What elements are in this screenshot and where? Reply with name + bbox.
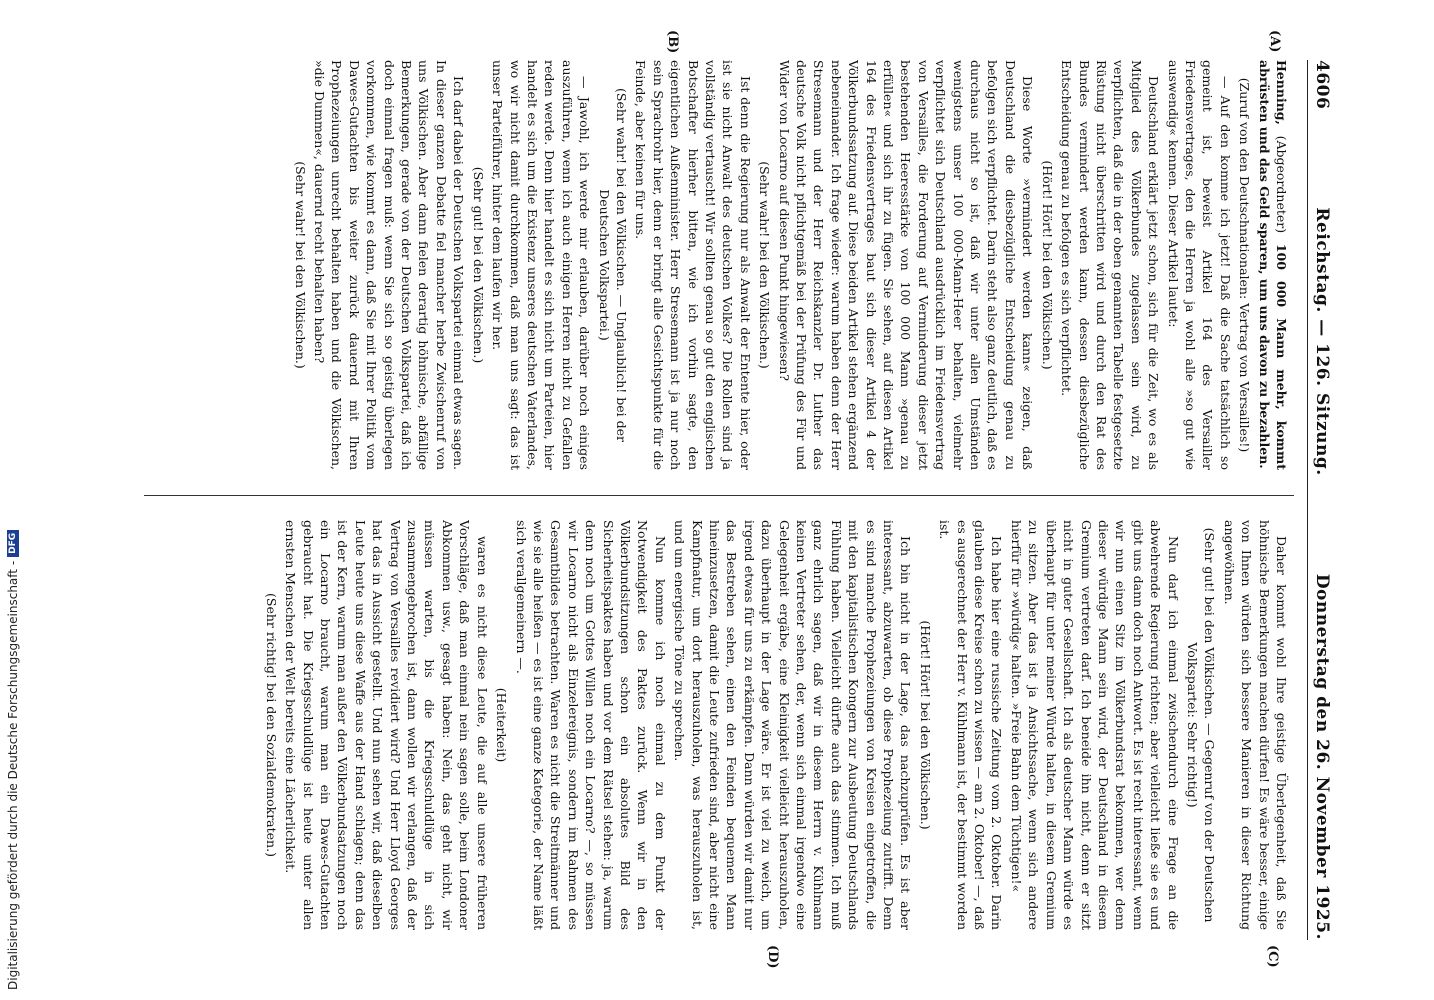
session-date: Donnerstag den 26. November 1925. xyxy=(1312,573,1332,940)
speech-paragraph: Ist denn die Regierung nur als Anwalt der Entente hier, oder ist sie nicht Anwalt des deutschen Volkes? Die Rollen sind ja vollständig vertauscht! Wir sollten genau so gut den englischen Botschafter hierher bitten, wie ich vorhin sagte, den eigentlichen Außenminister. Herr Stresemann ist ja nur noch sein Sprachrohr hier, denn er bringt alle Gesichtspunkte für die Feinde, aber keinen für uns. xyxy=(633,60,753,470)
right-column xyxy=(150,520,1290,930)
interjection: (Sehr wahr! bei den Völkischen. — Unglaublich! bei der Deutschen Volkspartei.) xyxy=(596,88,629,442)
column-divider xyxy=(144,495,1294,496)
speech-paragraph: Nun komme ich noch einmal zu dem Punkt der Notwendigkeit des Paktes zurück. Wenn wir in den Völkerbundsitzungen schon ein absolutes Bild des Sicherheitspaktes haben und vor dem Rätsel stehen: ja, warum denn noch um Gottes Willen noch ein Locarno? —, so müssen wir Locarno nicht als Einzelereignis, sondern im Rahmen des Gesamtbildes betrachten. Waren es nicht die Streitmänner und wie sie alle heißen — es ist eine ganze Kategorie, der Name läßt sich verallgemeinern —. xyxy=(513,520,668,930)
speech-paragraph: Daher kommt wohl Ihre geistige Überlegenheit, daß Sie höhnische Bemerkungen machen dürfen! Es wäre besser, einige von Ihnen würden sich bessere Manieren in dieser Richtung angewöhnen. xyxy=(1221,520,1289,930)
interjection: (Sehr gut! bei den Völkischen. — Gegenruf von der Deutschen Volkspartei: Sehr richtig!) xyxy=(1184,527,1218,923)
speech-paragraph: Henning, (Abgeordneter) 100 000 Mann mehr, kommt abrüsten und das Geld sparen, um uns davon zu bezahlen. xyxy=(1256,60,1289,470)
speaker-role: Abgeordneter xyxy=(1274,140,1289,229)
interjection: (Sehr wahr! bei den Völkischen.) xyxy=(292,161,308,369)
quoted-article: Deutschland erklärt jetzt schon, sich für die Zeit, wo es als Mitglied des Völkerbundes zugelassen sein wird, zu verpflichten, daß die in der oben genannten Tabelle festgesetzte Rüstung nicht überschritten wird und durch den Rat des Bundes vermindert werden kann, dessen diesbezügliche Entscheidung genau zu befolgen es sich verpflichtet. xyxy=(1059,60,1162,470)
interjection: (Hört! Hört! bei den Völkischen.) xyxy=(1039,160,1055,370)
speech-text: 100 000 Mann mehr, kommt abrüsten und das Geld sparen, um uns davon zu bezahlen. xyxy=(1256,60,1289,470)
interjection: (Zuruf von den Deutschnationalen: Vertrag von Versailles!) xyxy=(1237,77,1253,453)
page-header xyxy=(1307,60,1332,940)
funding-footer xyxy=(6,530,20,990)
interjection: (Sehr gut! bei den Völkischen.) xyxy=(470,166,486,364)
speech-paragraph: Diese Worte »vermindert werden kann« zeigen, daß Deutschland die diesbezügliche Entscheidung genau zu befolgen sich verpflichtet. Darin steht also ganz deutlich, daß es durchaus nicht so ist, daß wir unter allen Umständen wenigstens unser 100 000-Mann-Heer behalten, vielmehr verpflichtet sich Deutschland ausdrücklich im Friedensvertrag von Versailles, die Forderung auf Verminderung dieser jetzt bestehenden Heeresstärke von 100 000 Mann »genau zu erfüllen« und sich ihr zu fügen. Sie sehen, auf diesen Artikel 164 des Friedensvertrages baut sich dieser Artikel 4 der Völkerbundssatzung auf. Diese beiden Artikel stehen ergänzend nebeneinander. Ich frage wieder: warum haben denn der Herr Stresemann und der Herr Reichskanzler Dr. Luther das deutsche Volk nicht pflichtgemäß bei der Prüfung des Für und Wider von Locarno auf diesen Punkt hingewiesen? xyxy=(776,60,1036,470)
interjection: (Sehr richtig! bei den Sozialdemokraten.) xyxy=(263,593,279,857)
margin-mark-d: (D) xyxy=(765,945,780,969)
rotated-page-content xyxy=(60,0,1360,1000)
left-column xyxy=(150,60,1290,470)
speech-paragraph: Nun darf ich einmal zwischendurch eine Frage an die abwehrende Regierung richten; aber vielleicht ließe sie es und gibt uns dann doch noch Antwort. Es ist recht interessant, wenn wir nun einen Sitz im Völkerbundsrat bekommen, wer denn dieser würdige Mann sein wird, der Deutschland in diesem Gremium vertreten darf. Ich beneide ihn nicht, denn er sitzt nicht in guter Gesellschaft. Ich als deutscher Mann würde es überhaupt für unter meiner Würde halten, in diesem Gremium zu sitzen. Aber das ist ja Ansichtssache, wenn sich andere hierfür für »würdig« halten. »Freie Bahn dem Tüchtigen!« xyxy=(1008,520,1181,930)
interjection: (Sehr wahr! bei den Völkischen.) xyxy=(757,161,773,369)
footer-text: Digitalisierung gefördert durch die Deutsche Forschungsgemeinschaft - xyxy=(6,560,20,990)
session-title: Reichstag. — 126. Sitzung. xyxy=(1312,207,1332,476)
dfg-logo-icon: DFG xyxy=(7,530,19,557)
speaker-name: Henning, xyxy=(1274,60,1289,125)
speech-paragraph: — Auf den komme ich jetzt! Daß die Sache tatsächlich so gemeint ist, beweist Artikel 164 des Versailler Friedensvertrages, den die Herren ja wohl alle »so gut wie auswendig« kennen. Dieser Artikel lautet: xyxy=(1165,60,1233,470)
page-number: 4606 xyxy=(1312,60,1332,110)
speech-paragraph: Ich habe hier eine russische Zeitung vom 2. Oktober. Darin glauben diese Kreise schon zu wissen — am 2. Oktober! —, daß es ausgerechnet der Herr v. Kühlmann ist, der bestimmt worden ist. xyxy=(937,520,1005,930)
margin-mark-c: (C) xyxy=(1265,945,1280,968)
margin-mark-b: (B) xyxy=(665,30,680,54)
speech-paragraph: — Jawohl, ich werde mir erlauben, darüber noch einiges auszuführen, wenn ich auch einigen Herren nicht zu Gefallen reden werde. Denn hier handelt es sich nicht um Parteien, hier handelt es sich um die Existenz unseres deutschen Vaterlandes, wo wir nicht damit durchkommen, daß man uns sagt: das ist unser Parteiführer, hinter dem laufen wir her. xyxy=(490,60,593,470)
document-page xyxy=(60,0,1360,1000)
interjection: (Hört! Hört! bei den Völkischen.) xyxy=(917,620,933,830)
speech-paragraph: Ich bin nicht in der Lage, das nachzuprüfen. Es ist aber interessant, abzuwarten, ob diese Prophezeiung zutrifft. Denn es sind manche Prophezeiungen von Kreisen eingetroffen, die mit den kapitalistischen Kongern zur Ausbeutung Deutschlands Fühlung haben. Vielleicht dürfte auch das stimmen. Ich muß ganz ehrlich sagen, daß wir in diesem Herrn v. Kühlmann keinen Vertreter sehen, der, wenn sich einmal irgendwo eine Gelegenheit ergäbe, eine Kleinigkeit vielleicht herauszuholen, dazu überhaupt in der Lage wäre. Er ist viel zu weich, um irgend etwas für uns zu erkämpfen. Dann würden wir damit nur das Bestreben sehen, einen den Feinden bequemen Mann hineinzusetzen, damit die Leute zufrieden sind, aber nicht eine Kampfnatur, um dort herauszuholen, was herauszuholen ist, und um energische Töne zu sprechen. xyxy=(672,520,914,930)
speech-paragraph: waren es nicht diese Leute, die auf alle unsere früheren Vorschläge, daß man einmal nein sagen solle, beim Londoner Abkommen usw., gesagt haben: Nein, das geht nicht, wir müssen warten, bis die Kriegsschuldlüge in sich zusammengebrochen ist, dann wollen wir verlangen, daß der Vertrag von Versailles revidiert wird? Und Herr Lloyd Georges hat das in Aussicht gestellt. Und nun sehen wir, daß dieselben Leute heute uns diese Waffe aus der Hand schlagen; denn das ist der Kern, warum man außer den Völkerbundsatzungen noch ein Locarno braucht, warum man ein Dawes-Gutachten gebraucht hat. Die Kriegsschuldlüge ist heute unter allen ernsten Menschen der Welt bereits eine Lächerlichkeit. xyxy=(283,520,490,930)
speech-paragraph: Ich darf dabei der Deutschen Volkspartei einmal etwas sagen. In dieser ganzen Debatte fiel mancher herbe Zwischenruf von uns Völkischen. Aber dann fielen derartig höhnische, abfällige Bemerkungen, gerade von der Deutschen Volkspartei, daß ich doch einmal fragen muß: wenn Sie sich so geistig überlegen vorkommen, wie kommt es dann, daß Sie mit Ihrer Politik vom Dawes-Gutachten bis weiter zurück dauernd mit Ihren Prophezeiungen unrecht behalten haben und die Völkischen, »die Dummen«, dauernd recht behalten haben? xyxy=(312,60,467,470)
margin-mark-a: (A) xyxy=(1267,30,1282,53)
interjection: (Heiterkeit) xyxy=(494,687,510,763)
